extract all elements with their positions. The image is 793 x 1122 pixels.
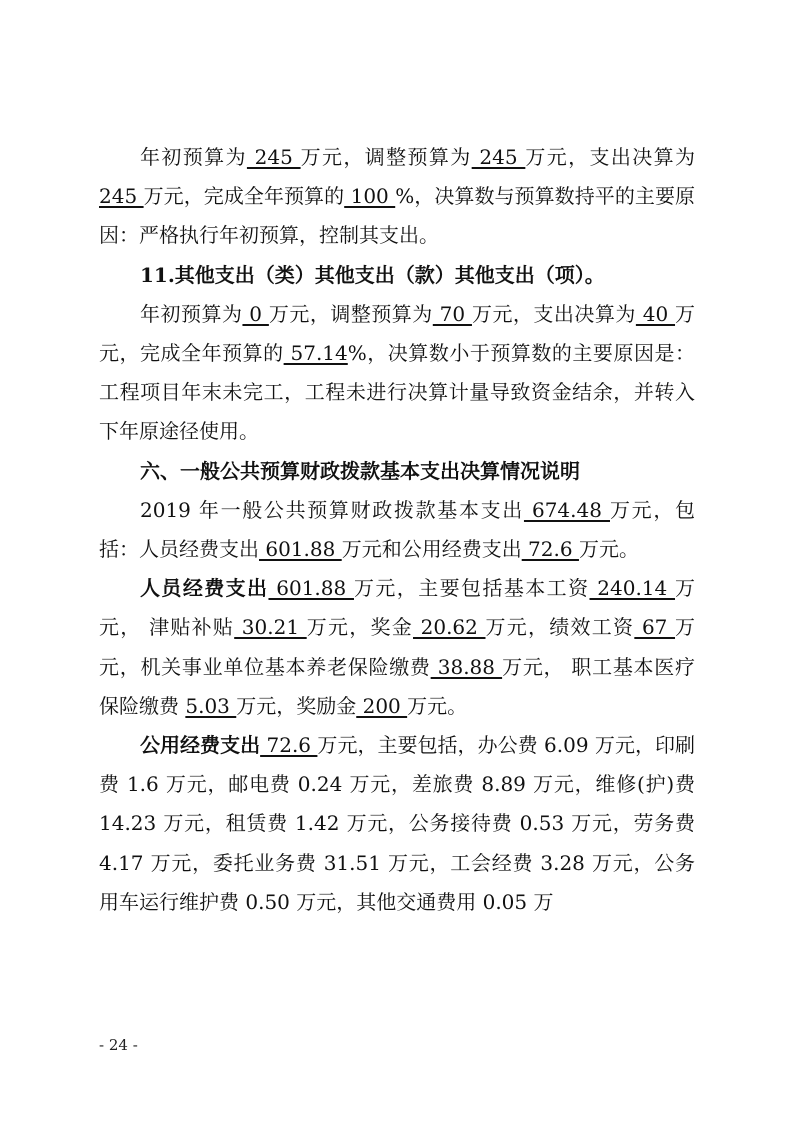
text: %，决算数与预算数持平的主要原因：严格执行年初预算，控制其支出。 [99,184,696,248]
underlined-value: 40 [635,301,676,326]
underlined-value: 70 [432,301,472,326]
underlined-value: 245 [246,145,301,169]
underlined-value: 38.88 [430,654,503,679]
document-body [99,138,695,922]
paragraph-personnel-expenditure [99,569,695,726]
text: 万元，机关事业单位基本养老保险缴费 [99,615,696,679]
text: 万元，包括：人员经费支出 [99,497,696,562]
paragraph-basic-expenditure [99,491,695,569]
underlined-value: 20.62 [413,615,486,640]
underlined-value: 5.03 [185,693,237,718]
text: 万元，完成全年预算的 [99,301,696,366]
text: 万元和公用经费支出 [341,537,522,562]
underlined-value: 601.88 [268,576,354,601]
section-heading-6: 六、一般公共预算财政拨款基本支出决算情况说明 [140,458,580,483]
underlined-value: 100 [344,184,396,209]
text: 万元，调整预算为 [300,145,472,169]
underlined-value: 30.21 [234,615,307,640]
text: 万元，主要包括基本工资 [353,576,590,601]
underlined-value: 674.48 [523,497,610,522]
underlined-value: 240.14 [589,576,676,601]
bold-lead: 公用经费支出 [140,733,261,758]
underlined-value: 245 [471,145,526,169]
paragraph-budget-245 [99,138,695,256]
text: 万元，绩效工资 [485,615,635,640]
text: 万元。 [578,537,639,562]
text: 万元，支出决算为 [525,145,696,169]
underlined-value: 0 [242,301,269,326]
underlined-value: 67 [634,615,676,640]
paragraph-public-expenditure [99,726,695,922]
underlined-value: 245 [99,184,144,209]
text: 年初预算为 [140,301,243,326]
text: 万元，完成全年预算的 [143,184,345,209]
text: %，决算数小于预算数的主要原因是：工程项目年末未完工，工程未进行决算计量导致资金结余，并转入下年原途径使用。 [99,341,695,444]
text: 2019 年一般公共预算财政拨款基本支出 [140,497,524,522]
text: 万元，主要包括，办公费 6.09 万元，印刷费 1.6 万元，邮电费 0.24 万元，差旅费 8.89 万元，维修(护)费 14.23 万元，租赁费 1.42 万元，公务接待费 0.53 万元，劳务费 4.17 万元，委托业务费 31.51 万元，工会经费 3.28 万元，公务用车运行维护费 0.50 万元，其他交通费用 0.05 万 [99,733,696,914]
underlined-value: 200 [356,693,408,718]
heading-item-11: 11.其他支出（类）其他支出（款）其他支出（项）。 [140,262,605,287]
text: 万元， 职工基本医疗保险缴费 [99,654,696,718]
text: 万元，奖金 [306,615,413,640]
text: 万元，奖励金 [236,693,357,718]
text: 万元， 津贴补贴 [99,576,696,640]
text: 万元。 [407,693,468,718]
page-number: - 24 - [99,1036,138,1054]
text: 年初预算为 [140,145,247,169]
paragraph-other-expenditure [99,295,695,452]
text: 万元，支出决算为 [471,301,636,326]
text: 万元，调整预算为 [268,301,433,326]
underlined-value: 601.88 [259,537,342,562]
bold-lead: 人员经费支出 [140,576,269,601]
underlined-value: 72.6 [521,537,579,562]
underlined-value: 72.6 [260,733,318,758]
underlined-value: 57.14 [283,341,348,366]
